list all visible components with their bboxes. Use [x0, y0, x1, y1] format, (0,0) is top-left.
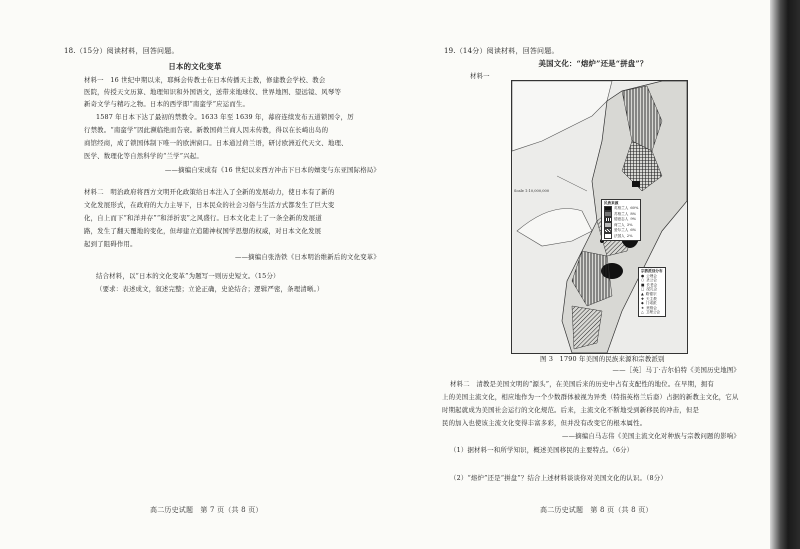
m1-label: 材料一 [470, 72, 490, 80]
scan-dark-edge [770, 0, 800, 549]
legend-label: 门诺派 [645, 301, 657, 306]
m2-line: 时期起就成为美国社会运行的文化规范。后来，主流文化不断地受到新移民的冲击，但是 [442, 406, 700, 414]
legend-pct: 9% [630, 217, 637, 222]
diamond-icon: ◆ [641, 301, 644, 306]
figure-caption: 图 3 1790 年美国的民族来源和宗教派别 [540, 355, 665, 363]
legend-swatch [604, 233, 612, 239]
page-footer: 高二历史试题 第 8 页（共 8 页） [540, 506, 653, 514]
legend-pct: 60% [630, 206, 639, 211]
legend-pct: 3% [626, 222, 633, 227]
legend-pct: 2% [626, 233, 633, 238]
m1-line: 1587 年日本下达了最初的禁教令。1633 年至 1639 年，幕府连续发布五道锁国令，厉 [96, 113, 354, 121]
m2-line: 化，自上而下“和洋并存”“和洋折衷”之风盛行。日本文化走上了一条全新的发展道 [84, 214, 322, 222]
sub-question-2: （2）“熔炉”还是“拼盘”？结合上述材料谈谈你对美国文化的认识。（8分） [450, 474, 667, 482]
requirement-line: （要求：表述成文，叙述完整；立论正确，史论结合；逻辑严密，条理清晰。） [96, 285, 324, 293]
square-icon: ■ [641, 282, 645, 287]
q18-header: 18.（15分）阅读材料，回答问题。 [64, 47, 179, 55]
m1-source: ——摘编自宋成有《16 世纪以来西方冲击下日本的嬗变与东亚国际格局》 [164, 166, 380, 174]
star-icon: ★ [641, 305, 645, 310]
legend-label: 苏格兰人 [614, 211, 629, 216]
legend-label: 德意志人 [614, 217, 629, 222]
m1-line: 商馆经商，成了锁国体制下唯一的欧洲窗口。日本通过荷兰语，研讨欧洲近代天文、地理、 [84, 139, 348, 147]
cross-icon: ✚ [641, 296, 645, 301]
m2-line: 路，发生了翻天覆地的变化，但却建立追随神权国学思想的权威，对日本文化发展 [84, 227, 322, 235]
q18-title: 日本的文化变革 [168, 62, 222, 71]
task-line: 结合材料，以“日本的文化变革”为题写一则历史短文。（15分） [96, 272, 280, 280]
legend-label: 英格兰人 [614, 206, 629, 211]
m1-line: 材料一 16 世纪中期以来，耶稣会传教士在日本传播天主教，修建教会学校、教会 [84, 76, 326, 84]
legend-label: 浸礼会 [646, 287, 658, 292]
legend-label: 法国人 [614, 233, 625, 238]
figure-source: ——［英］马丁·吉尔伯特《美国历史地图》 [612, 366, 740, 374]
legend-label: 长老会 [646, 282, 658, 287]
triangle-icon: △ [641, 310, 644, 315]
q19-header: 19.（14分）阅读材料，回答问题。 [444, 47, 559, 55]
m2-line: 上的美国主流文化，相应地作为一个少数群体被视为异类（特指英格兰后裔）占据的新教主文化，它从 [442, 393, 739, 401]
legend-label: 天主教 [646, 296, 657, 301]
m1-line: 医学、数理化等自然科学的“兰学”兴起。 [84, 152, 203, 160]
m2-source: ——摘编自张浩铁《日本明治维新后的文化变革》 [235, 253, 380, 261]
right-page [400, 0, 790, 549]
m1-line: 行禁教。“南蛮学”因此濒临绝而告衰。新教国荷兰商人因未传教，得以在长崎出岛的 [84, 126, 329, 134]
page-footer: 高二历史试题 第 7 页（共 8 页） [150, 506, 263, 514]
m2-line: 材料二 清教是美国文明的“源头”，在美国后来的历史中占有支配性的地位。在早期，拥有 [450, 380, 714, 388]
m2-line: 民的加入也使该主流文化变得丰富多彩，但并没有改变它的根本属性。 [442, 419, 647, 427]
circle-icon: ● [641, 273, 645, 278]
historical-map-1790 [511, 80, 688, 354]
legend-pct: 8% [630, 211, 637, 216]
legend-label: 荷兰人 [614, 222, 625, 227]
religion-legend [638, 267, 666, 317]
square-icon: □ [641, 287, 645, 292]
sub-question-1: （1）据材料一和所学知识，概述美国移民的主要特点。（6分） [450, 446, 634, 454]
m1-line: 医院，传授天文历算、地理知识和外国语文，送带来地球仪、世界地图、望远镜、风琴等 [84, 88, 342, 96]
legend-label: 路德宗 [645, 291, 657, 296]
m2-line: 材料二 明治政府将西方文明开化政策给日本注入了全新的发展动力，使日本有了新的 [84, 188, 335, 196]
legend-label: 卫理公会 [645, 310, 661, 315]
legend-pct: 6% [630, 228, 637, 233]
legend-row [604, 233, 638, 239]
m2-source: ——摘编自马志伟《美国主流文化对种族与宗教问题的影响》 [562, 432, 740, 440]
legend-title: 民族来源 [604, 201, 619, 205]
m2-line: 文化发展形式，在政府的大力主导下，日本民众的社会习俗与生活方式都发生了巨大变 [84, 201, 335, 209]
circle-icon: ○ [641, 278, 645, 283]
map-scale-label: Scale 1:10,000,000 [514, 189, 550, 193]
legend-title: 宗教派别分布 [641, 269, 663, 273]
ethnic-origin-legend [601, 199, 641, 241]
m1-line: 新奇文学与精巧之物。日本的西学即“南蛮学”应运而生。 [84, 100, 250, 108]
legend-row [641, 310, 663, 315]
q19-title: 美国文化：“熔炉”还是“拼盘”？ [538, 59, 648, 68]
triangle-icon: ▲ [641, 291, 644, 296]
legend-label: 贵格会 [646, 305, 658, 310]
legend-label: 爱尔兰人 [614, 228, 629, 233]
legend-label: 公理会 [646, 273, 657, 278]
m2-line: 起到了阻碍作用。 [84, 240, 137, 248]
legend-label: 圣公会 [646, 278, 657, 283]
